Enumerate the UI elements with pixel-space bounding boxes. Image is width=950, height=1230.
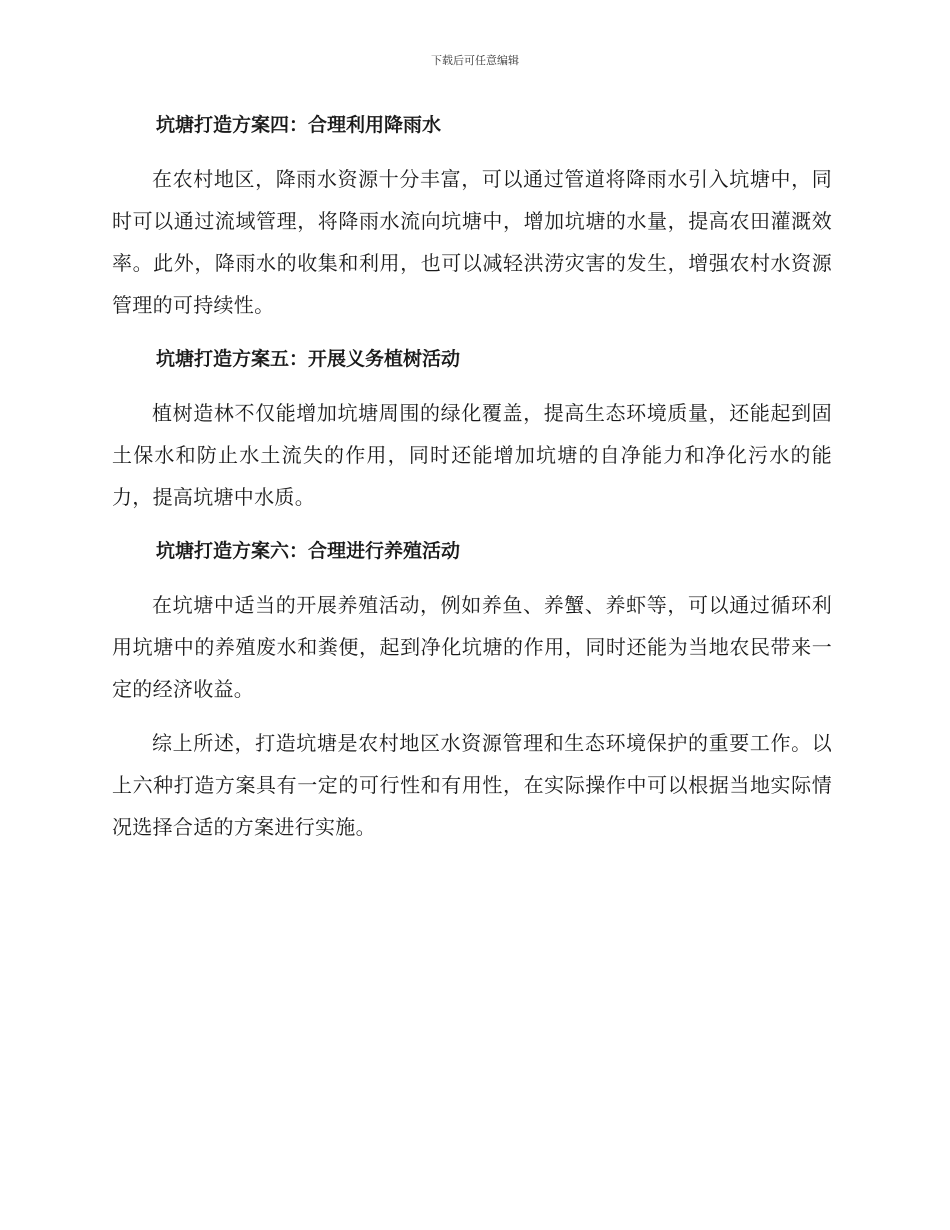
page-header-note: 下载后可任意编辑	[431, 54, 519, 67]
section-heading-5: 坑塘打造方案五：开展义务植树活动	[156, 348, 461, 370]
section-heading-6: 坑塘打造方案六：合理进行养殖活动	[156, 540, 461, 562]
conclusion-paragraph: 综上所述，打造坑塘是农村地区水资源管理和生态环境保护的重要工作。以上六种打造方案具有一定的可行性和有用性，在实际操作中可以根据当地实际情况选择合适的方案进行实施。	[112, 731, 832, 839]
section-paragraph-6: 在坑塘中适当的开展养殖活动，例如养鱼、养蟹、养虾等，可以通过循环利用坑塘中的养殖废水和粪便，起到净化坑塘的作用，同时还能为当地农民带来一定的经济收益。	[112, 593, 832, 701]
section-heading-4: 坑塘打造方案四：合理利用降雨水	[156, 114, 442, 136]
document-body	[112, 104, 832, 860]
section-paragraph-4: 在农村地区，降雨水资源十分丰富，可以通过管道将降雨水引入坑塘中，同时可以通过流域管理，将降雨水流向坑塘中，增加坑塘的水量，提高农田灌溉效率。此外，降雨水的收集和利用，也可以减轻洪涝灾害的发生，增强农村水资源管理的可持续性。	[112, 167, 832, 317]
section-paragraph-5: 植树造林不仅能增加坑塘周围的绿化覆盖，提高生态环境质量，还能起到固土保水和防止水土流失的作用，同时还能增加坑塘的自净能力和净化污水的能力，提高坑塘中水质。	[112, 401, 832, 509]
